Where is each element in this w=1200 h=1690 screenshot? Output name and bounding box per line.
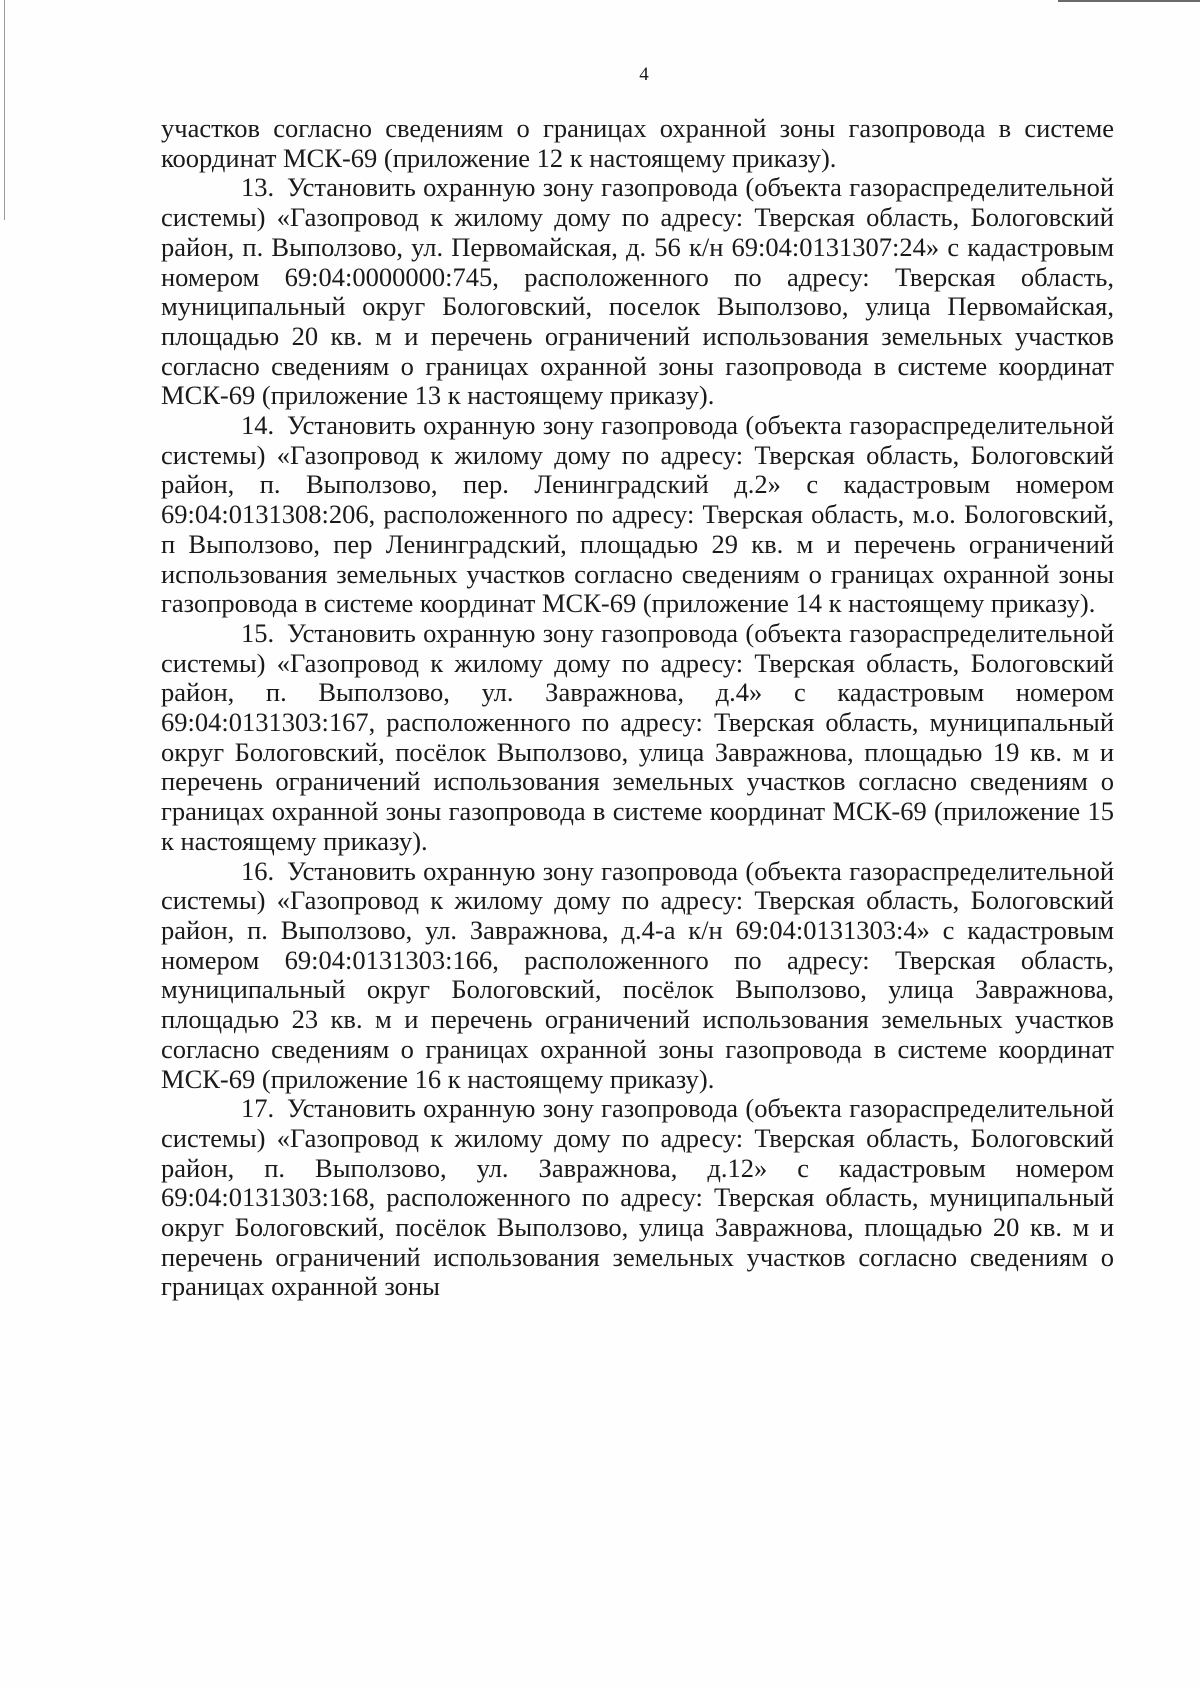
paragraph-17	[161, 1094, 1114, 1302]
page-number: 4	[639, 64, 649, 85]
paragraph-text: Установить охранную зону газопровода (объекта газораспределительной системы) «Газопровод к жилому дому по адресу: Тверская область, Бологовский район, п. Выползово, ул. Первомайская, д. 56 к/н 69:04:0131307:24» с кадастровым номером 69:04:0000000:745, расположенного по адресу: Тверская область, муниципальный округ Бологовский, поселок Выползово, улица Первомайская, площадью 20 кв. м и перечень ограничений использования земельных участков согласно сведениям о границах охранной зоны газопровода в системе координат МСК-69 (приложение 13 к настоящему приказу).	[161, 172, 1114, 411]
paragraph-number: 14.	[241, 410, 275, 441]
paragraph-text: Установить охранную зону газопровода (объекта газораспределительной системы) «Газопровод к жилому дому по адресу: Тверская область, Бологовский район, п. Выползово, ул. Завражнова, д.12» с кадастровым номером 69:04:0131303:168, расположенного по адресу: Тверская область, муниципальный округ Бологовский, посёлок Выползово, улица Завражнова, площадью 20 кв. м и перечень ограничений использования земельных участков согласно сведениям о границах охранной зоны	[161, 1093, 1114, 1302]
paragraph-number: 17.	[241, 1093, 275, 1124]
paragraph-13	[161, 173, 1114, 411]
paragraph-number: 16.	[241, 855, 275, 886]
paragraph-14	[161, 411, 1114, 619]
paragraph-text: Установить охранную зону газопровода (объекта газораспределительной системы) «Газопровод к жилому дому по адресу: Тверская область, Бологовский район, п. Выползово, пер. Ленинградский д.2» с кадастровым номером 69:04:0131308:206, расположенного по адресу: Тверская область, м.о. Бологовский, п Выползово, пер Ленинградский, площадью 29 кв. м и перечень ограничений использования земельных участков согласно сведениям о границах охранной зоны газопровода в системе координат МСК-69 (приложение 14 к настоящему приказу).	[161, 410, 1114, 619]
paragraph-continuation	[161, 114, 1114, 173]
paragraph-number: 13.	[241, 172, 275, 203]
paragraph-number: 15.	[241, 617, 275, 648]
document-body	[161, 114, 1114, 1302]
paragraph-15	[161, 619, 1114, 857]
paragraph-text: Установить охранную зону газопровода (объекта газораспределительной системы) «Газопровод к жилому дому по адресу: Тверская область, Бологовский район, п. Выползово, ул. Завражнова, д.4» с кадастровым номером 69:04:0131303:167, расположенного по адресу: Тверская область, муниципальный округ Бологовский, посёлок Выползово, улица Завражнова, площадью 19 кв. м и перечень ограничений использования земельных участков согласно сведениям о границах охранной зоны газопровода в системе координат МСК-69 (приложение 15 к настоящему приказу).	[161, 617, 1114, 856]
paragraph-text: участков согласно сведениям о границах охранной зоны газопровода в системе координат МСК-69 (приложение 12 к настоящему приказу).	[161, 113, 1114, 173]
scan-edge-top	[1058, 0, 1200, 2]
paragraph-text: Установить охранную зону газопровода (объекта газораспределительной системы) «Газопровод к жилому дому по адресу: Тверская область, Бологовский район, п. Выползово, ул. Завражнова, д.4-а к/н 69:04:0131303:4» с кадастровым номером 69:04:0131303:166, расположенного по адресу: Тверская область, муниципальный округ Бологовский, посёлок Выползово, улица Завражнова, площадью 23 кв. м и перечень ограничений использования земельных участков согласно сведениям о границах охранной зоны газопровода в системе координат МСК-69 (приложение 16 к настоящему приказу).	[161, 855, 1114, 1094]
scan-edge-left	[4, 0, 5, 220]
paragraph-16	[161, 857, 1114, 1095]
